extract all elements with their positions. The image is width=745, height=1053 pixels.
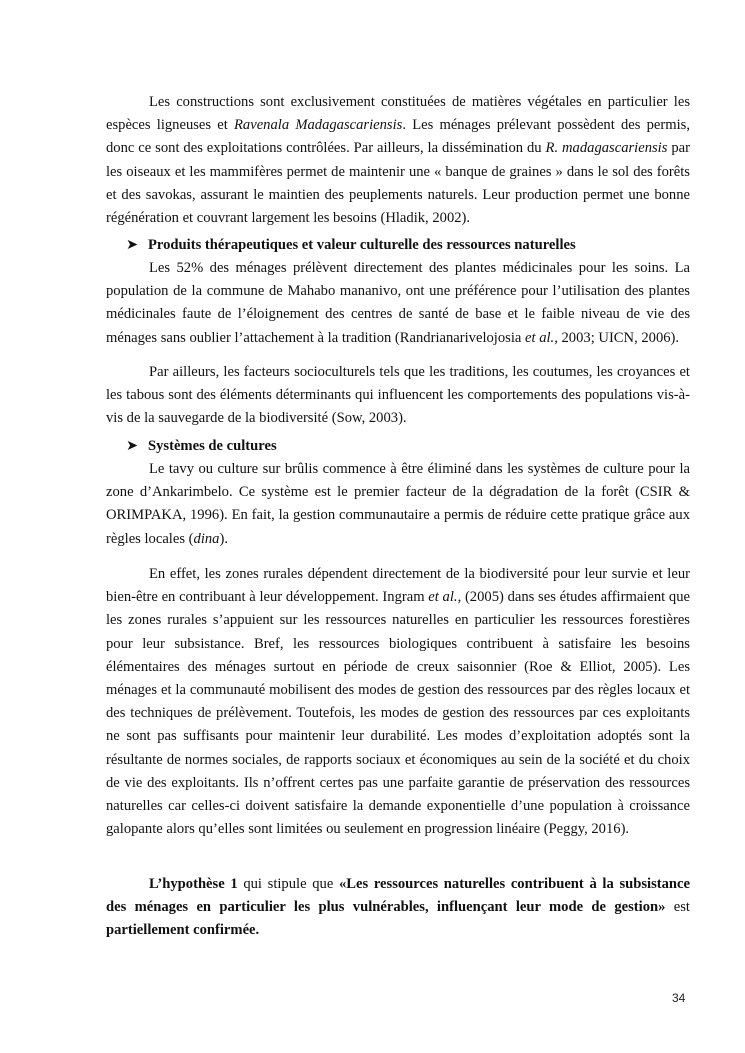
text: qui stipule que (237, 876, 339, 892)
term-dina: dina (193, 530, 220, 547)
citation-etal: et al. (428, 589, 458, 606)
text: ). (219, 530, 228, 547)
section-heading-therapeutic (126, 234, 576, 257)
species-name: R. madagascariensis (545, 140, 668, 157)
arrowhead-bullet-icon: ➤ (126, 438, 139, 454)
paragraph-medicinal-plants (106, 257, 690, 350)
text: par les oiseaux et les mammifères permet de maintenir une « banque de graines » dans le sol des forêts et des savokas, assurant le maintien des peuplements naturels. Leur production permet une bonne régénération et couvrant largement les besoins (Hladik, 2002). (106, 140, 690, 227)
text: En effet, les zones rurales dépendent directement de la biodiversité pour leur survie et leur bien-être en contribuant à leur développement. Ingram (106, 566, 690, 606)
paragraph-rural-zones (106, 563, 690, 841)
citation-etal: et al., (525, 329, 558, 346)
text: Les 52% des ménages prélèvent directement des plantes médicinales pour les soins. La population de la commune de Mahabo mananivo, ont une préférence pour l’utilisation des plantes médicinales faute de l’éloignement des centres de santé de base et le faible niveau de vie des ménages sans oublier l’attachement à la tradition (Randrianarivelojosia (106, 260, 690, 346)
hypothesis-label: L’hypothèse 1 (149, 876, 238, 892)
paragraph-constructions (106, 91, 690, 230)
text: 2003; UICN, 2006). (557, 329, 680, 346)
text: , (2005) dans ses études affirmaient que les zones rurales s’appuient sur les ressources naturelles en particulier les ressources forestières pour leur subsistance. Bref, les ressources biologiques contribuent à satisfaire les besoins élémentaires des ménages surtout en période de creux saisonnier (Roe & Elliot, 2005). Les ménages et la communauté mobilisent des modes de gestion des ressources par des règles locaux et des techniques de prélèvement. Toutefois, les modes de gestion des ressources par ces exploitants ne sont pas suffisants pour maintenir leur durabilité. Les modes d’exploitation adoptés sont la résultante de normes sociales, de rapports sociaux et économiques au sein de la société et du choix de vie des exploitants. Ils n’offrent certes pas une parfaite garantie de préservation des ressources naturelles car celles-ci doivent satisfaire la demande exponentielle d’une population à croissance galopante alors qu’elles sont limitées ou seulement en progression linéaire (Peggy, 2016). (106, 589, 690, 838)
text: est (665, 899, 690, 916)
text: . Les ménages prélevant possèdent des permis, donc ce sont des exploitations contrôlées. Par ailleurs, la dissémination du (106, 117, 690, 157)
text: Les constructions sont exclusivement constituées de matières végétales en particulier les espèces ligneuses et (106, 94, 690, 134)
text: Le tavy ou culture sur brûlis commence à être éliminé dans les systèmes de culture pour la zone d’Ankarimbelo. Ce système est le premier facteur de la dégradation de la forêt (CSIR & ORIMPAKA, 1996). En fait, la gestion communautaire a permis de réduire cette pratique grâce aux règles locales ( (106, 461, 690, 547)
heading-text: Systèmes de cultures (148, 438, 277, 454)
arrowhead-bullet-icon: ➤ (126, 237, 139, 253)
page-number: 34 (672, 991, 686, 1005)
paragraph-sociocultural: Par ailleurs, les facteurs socioculturels tels que les traditions, les coutumes, les croyances et les tabous sont des éléments déterminants qui influencent les comportements des populations vis-à-vis de la sauvegarde de la biodiversité (Sow, 2003). (106, 364, 690, 427)
species-name: Ravenala Madagascariensis (234, 117, 403, 134)
heading-text: Produits thérapeutiques et valeur culturelle des ressources naturelles (148, 237, 576, 253)
paragraph-hypothesis (106, 873, 690, 943)
hypothesis-conclusion: partiellement confirmée. (106, 922, 260, 939)
paragraph-tavy (106, 458, 690, 551)
hypothesis-statement: «Les ressources naturelles contribuent à la subsistance des ménages en particulier les plus vulnérables, influençant leur mode de gestion» (106, 876, 690, 916)
section-heading-cultures (126, 435, 277, 458)
